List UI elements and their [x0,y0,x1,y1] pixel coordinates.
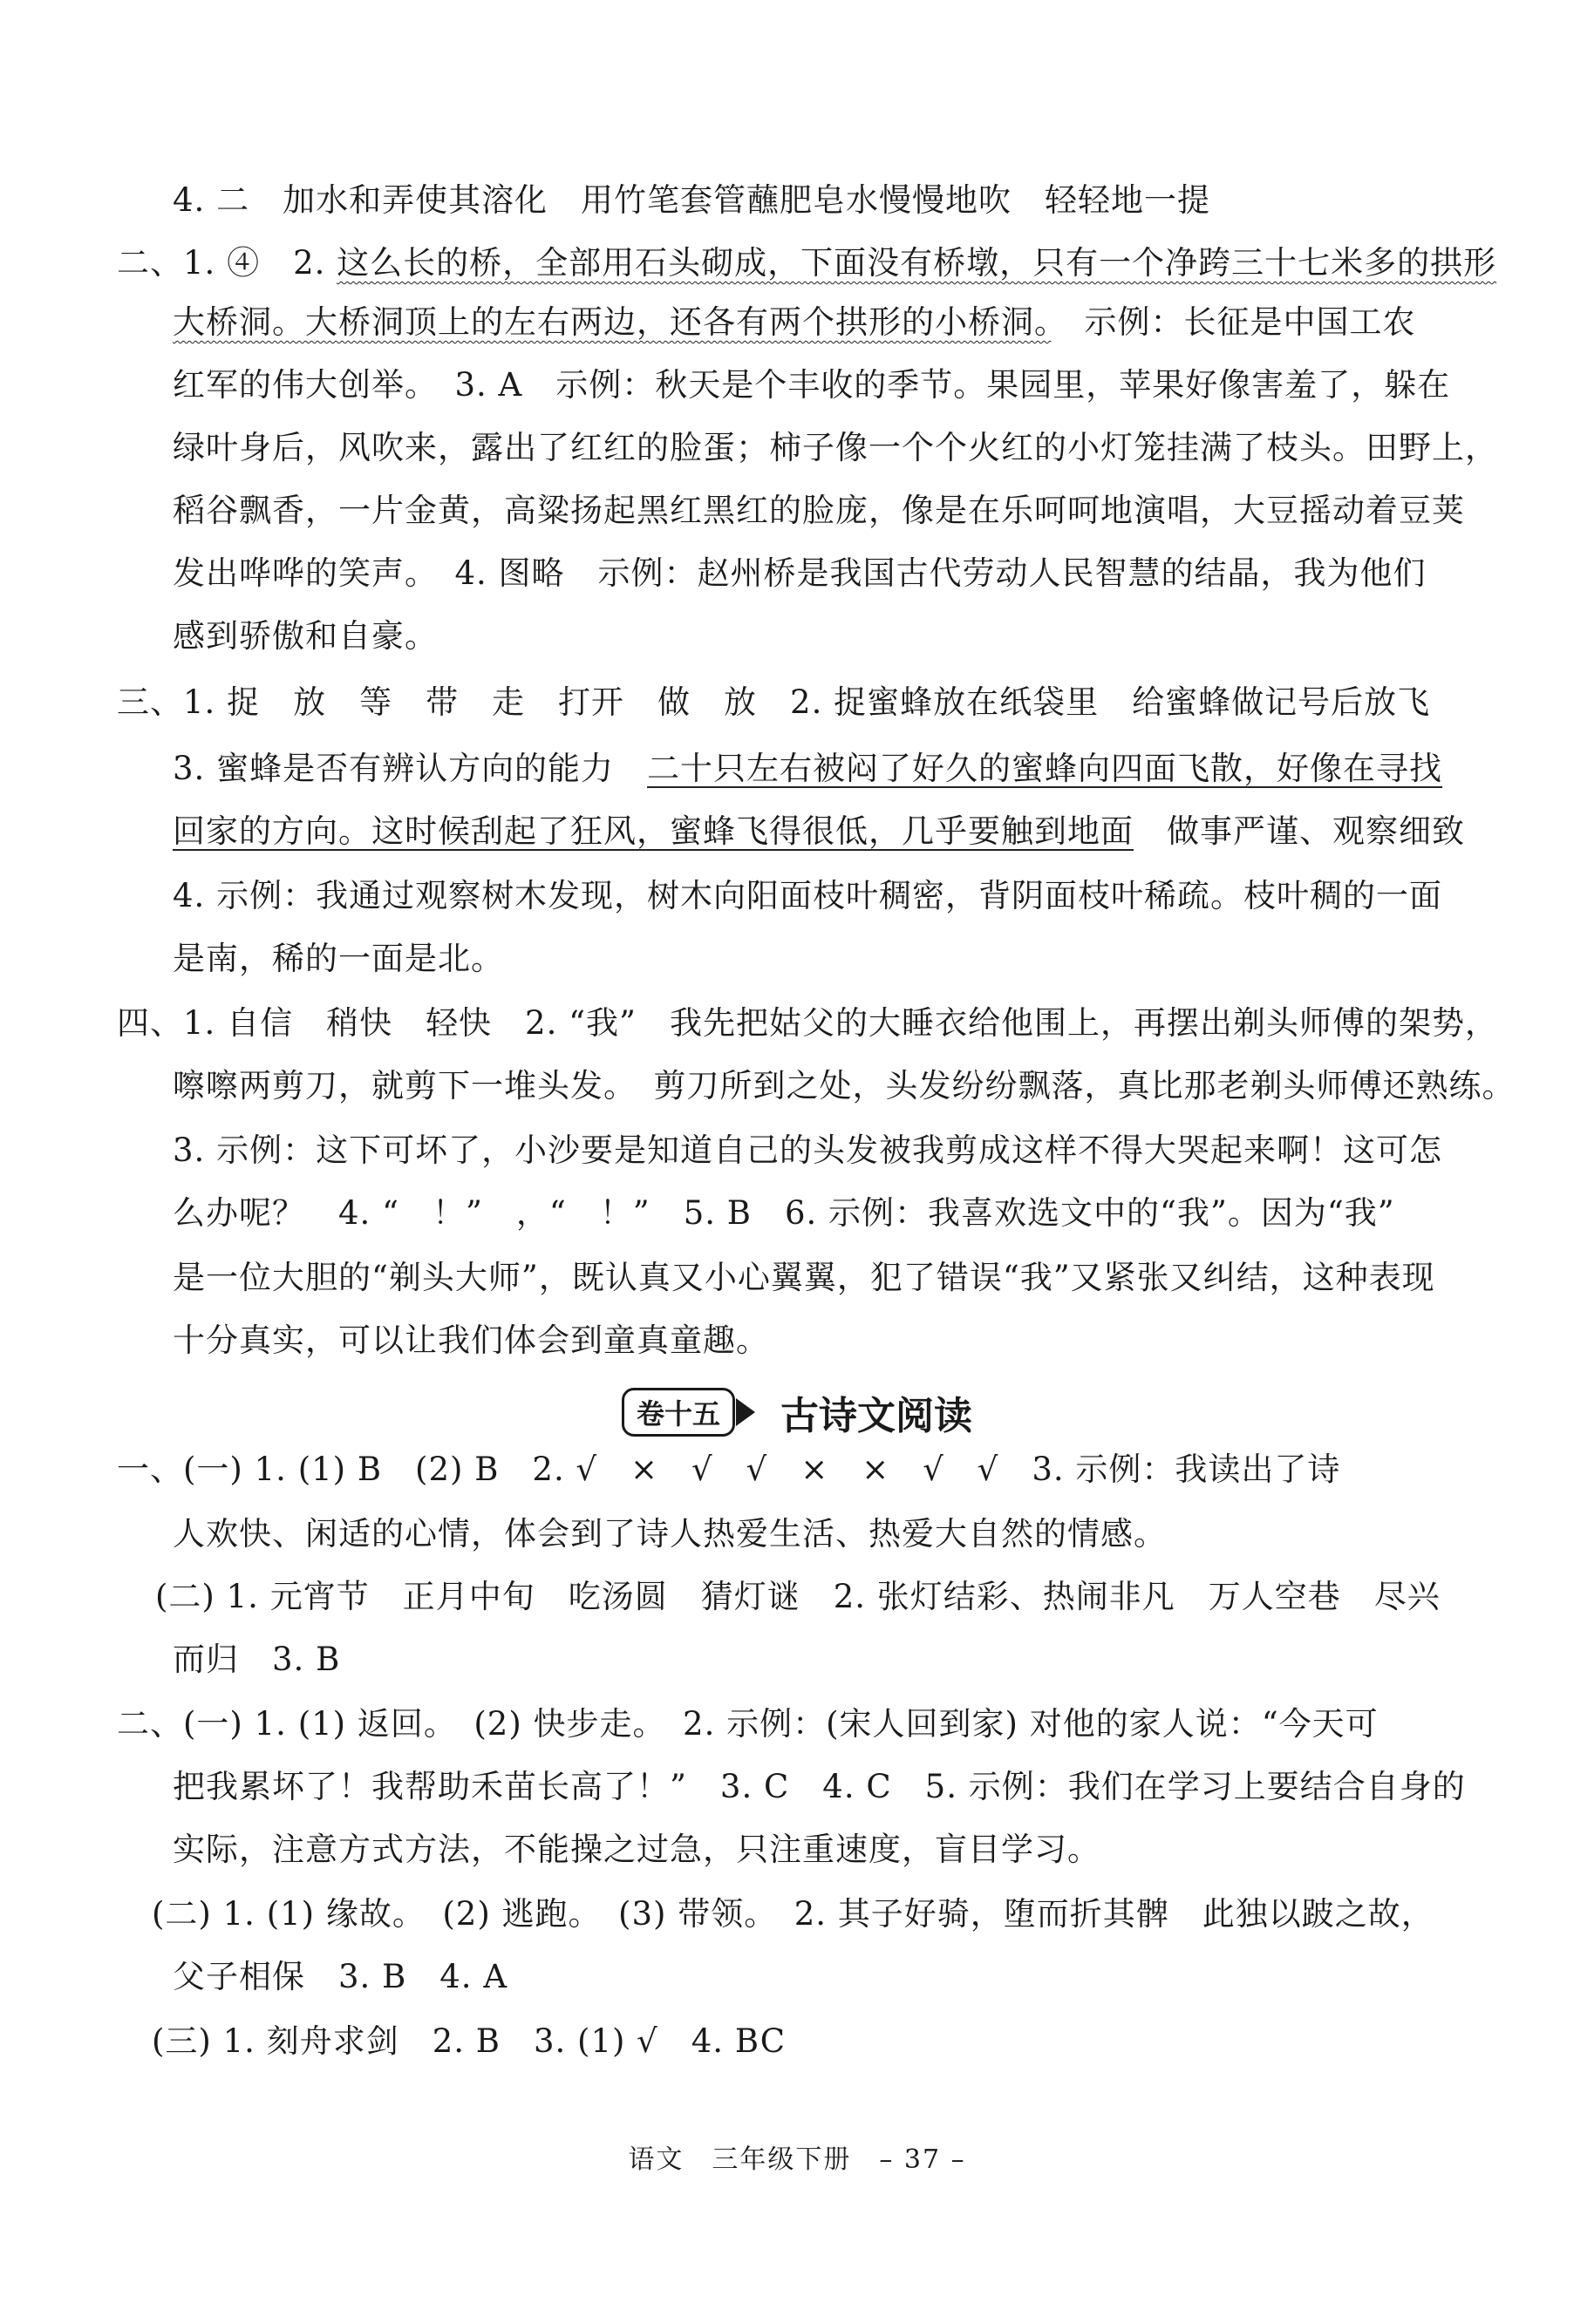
underlined-passage-cont: 回家的方向。这时候刮起了狂风，蜜蜂飞得很低，几乎要触到地面 [173,812,1134,850]
section-3-line-5: 是南，稀的一面是北。 [173,940,504,977]
section-3-line-1: 三、1. 捉 放 等 带 走 打开 做 放 2. 捉蜜蜂放在纸袋里 给蜜蜂做记号后放飞 [117,683,1431,721]
section-title: 古诗文阅读 [780,1394,972,1438]
poetry-1-line-2: 人欢快、闲适的心情，体会到了诗人热爱生活、热爱大自然的情感。 [173,1515,1167,1553]
page-footer: 语文 三年级下册 – 37 – [628,2144,966,2175]
poetry-2-part-3-line-1: (三) 1. 刻舟求剑 2. B 3. (1) √ 4. BC [152,2022,787,2060]
wavy-underlined-sentence: 这么长的桥，全部用石头砌成，下面没有桥墩，只有一个净跨三十七米多的拱形 [337,244,1497,282]
section-4-line-5: 是一位大胆的“剃头大师”，既认真又小心翼翼，犯了错误“我”又紧张又纠结，这种表现 [173,1259,1435,1296]
section-4-line-1: 四、1. 自信 稍快 轻快 2. “我” 我先把姑父的大睡衣给他围上，再摆出剃头师傅的架势， [117,1004,1498,1042]
section-2-line-4: 绿叶身后，风吹来，露出了红红的脸蛋；柿子像一个个火红的小灯笼挂满了枝头。田野上， [173,429,1498,466]
section-2-line-5: 稻谷飘香，一片金黄，高粱扬起黑红黑红的脸庞，像是在乐呵呵地演唱，大豆摇动着豆荚 [173,492,1465,529]
section-2-line-3: 红军的伟大创举。 3. A 示例：秋天是个丰收的季节。果园里，苹果好像害羞了，躲在 [173,366,1451,404]
poetry-2-line-1: 二、(一) 1. (1) 返回。 (2) 快步走。 2. 示例：(宋人回到家) 对他的家人说：“今天可 [117,1705,1379,1743]
poetry-1-line-1: 一、(一) 1. (1) B (2) B 2. √ × √ √ × × √ √ 3. 示例：我读出了诗 [117,1451,1341,1488]
section-2-prefix: 二、1. ④ 2. [117,244,337,282]
example-text: 示例：长征是中国工农 [1051,303,1416,341]
poetry-2-part-2-line-2: 父子相保 3. B 4. A [173,1958,508,1995]
section-4-line-2: 嚓嚓两剪刀，就剪下一堆头发。 剪刀所到之处，头发纷纷飘落，真比那老剃头师傅还熟练。 [173,1067,1516,1104]
volume-badge: 卷十五 [622,1388,735,1437]
section-4-line-3: 3. 示例：这下可坏了，小沙要是知道自己的头发被我剪成这样不得大哭起来啊！这可怎 [173,1131,1443,1169]
section-3-line-4: 4. 示例：我通过观察树木发现，树木向阳面枝叶稠密，背阴面枝叶稀疏。枝叶稠的一面 [173,877,1443,914]
poetry-1-part-2-line-1: (二) 1. 元宵节 正月中旬 吃汤圆 猜灯谜 2. 张灯结彩、热闹非凡 万人空巷 尽兴 [155,1578,1441,1615]
section-2-line-1 [117,242,1496,284]
section-2-line-2 [173,302,1416,343]
line-4-er: 4. 二 加水和弄使其溶化 用竹笔套管蘸肥皂水慢慢地吹 轻轻地一提 [173,181,1211,219]
poetry-1-part-2-line-2: 而归 3. B [173,1641,341,1678]
underlined-passage: 二十只左右被闷了好久的蜜蜂向四面飞散，好像在寻找 [647,750,1443,787]
wavy-underlined-sentence-cont: 大桥洞。大桥洞顶上的左右两边，还各有两个拱形的小桥洞。 [173,303,1052,341]
section-4-line-4: 么办呢？ 4. “ ！” ，“ ！” 5. B 6. 示例：我喜欢选文中的“我”。因为“我” [173,1194,1395,1232]
section-2-line-7: 感到骄傲和自豪。 [173,617,438,655]
section-2-line-6: 发出哗哗的笑声。 4. 图略 示例：赵州桥是我国古代劳动人民智慧的结晶，我为他们 [173,554,1427,592]
section-3-line-3 [173,811,1465,853]
section-4-line-6: 十分真实，可以让我们体会到童真童趣。 [173,1322,769,1359]
section-3-line-2 [173,748,1442,790]
section-heading [0,1384,1594,1440]
section-3-q3-answer: 做事严谨、观察细致 [1134,812,1465,850]
poetry-2-line-3: 实际，注意方式方法，不能操之过急，只注重速度，盲目学习。 [173,1831,1100,1868]
section-3-q3-label: 3. 蜜蜂是否有辨认方向的能力 [173,750,648,787]
poetry-2-part-2-line-1: (二) 1. (1) 缘故。 (2) 逃跑。 (3) 带领。 2. 其子好骑，堕而折其髀 此独以跛之故， [152,1895,1434,1933]
poetry-2-line-2: 把我累坏了！我帮助禾苗长高了！” 3. C 4. C 5. 示例：我们在学习上要结合自身的 [173,1768,1466,1805]
